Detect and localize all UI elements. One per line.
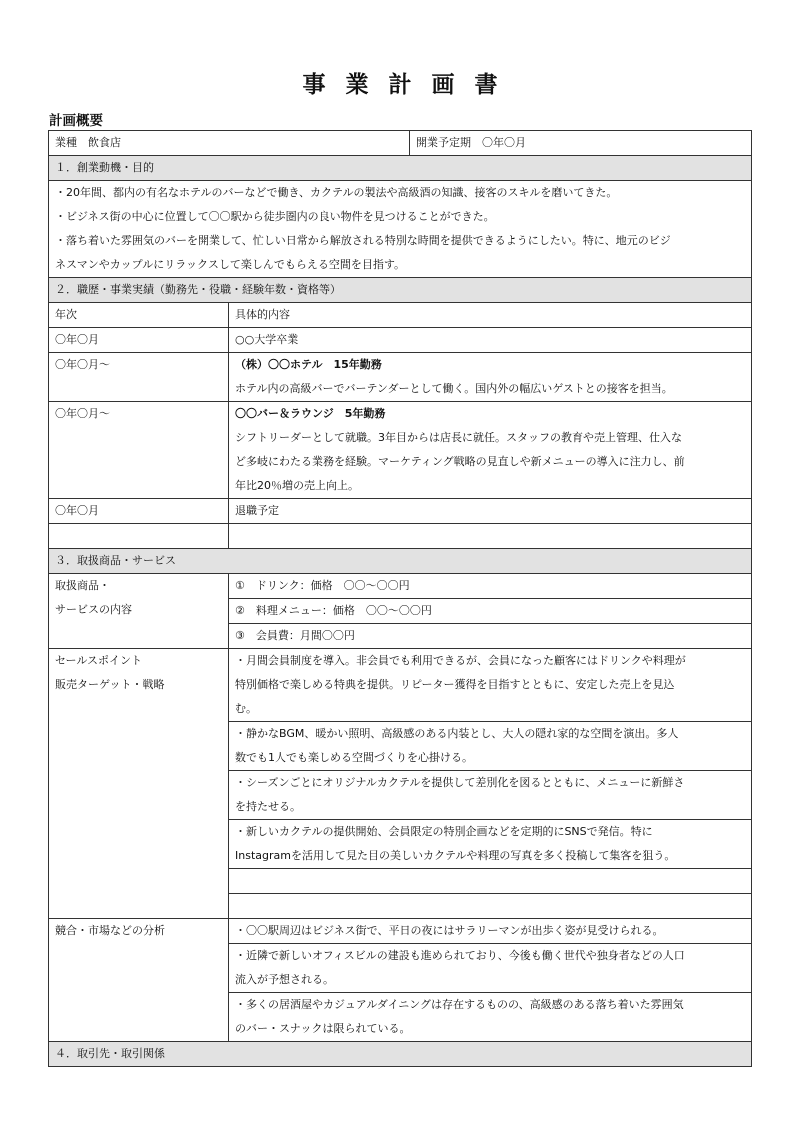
career-detail: 〇〇バー＆ラウンジ 5年勤務 [235,407,386,420]
document-title: 事業計画書 [302,72,518,98]
sales-label: セールスポイント [55,654,143,667]
section-heading: 計画概要 [49,113,103,129]
market-point: ・〇〇駅周辺はビジネス街で、平日の夜にはサラリーマンが出歩く姿が見受けられる。 [235,924,664,937]
sales-point: ・月間会員制度を導入。非会員でも利用できるが、会員になった顧客にはドリンクや料理が [235,654,686,667]
motive-line: ・ビジネス街の中心に位置して〇〇駅から徒歩圏内の良い物件を見つけることができた。 [55,210,495,223]
career-row [49,353,752,402]
career-year: 〇年〇月～ [55,407,110,420]
sales-point: 特別価格で楽しめる特典を提供。リピーター獲得を目指すとともに、安定した売上を見込 [235,678,675,691]
sales-point: を持たせる。 [235,800,301,813]
product-item: ② 料理メニュー：価格 〇〇～〇〇円 [235,604,432,617]
sales-row [49,649,752,722]
career-year: 〇年〇月 [55,333,99,346]
section-1-heading: １．創業動機・目的 [49,156,752,181]
career-detail: ホテル内の高級バーでバーテンダーとして働く。国内外の幅広いゲストとの接客を担当。 [235,382,673,395]
sales-point: ・新しいカクテルの提供開始、会員限定の特別企画などを定期的にSNSで発信。特に [235,825,653,838]
products-label: サービスの内容 [55,603,132,616]
opening-cell [410,131,752,156]
motive-line: ネスマンやカップルにリラックスして楽しんでもらえる空間を目指す。 [55,258,406,271]
business-plan-table [48,130,752,1067]
career-row [49,402,752,499]
sales-label: 販売ターゲット・戦略 [55,678,165,691]
product-item: ③ 会員費：月間〇〇円 [235,629,355,642]
career-header-row [49,303,752,328]
market-row [49,919,752,944]
section-3-heading: ３．取扱商品・サービス [49,549,752,574]
sales-point: ・静かなBGM、暖かい照明、高級感のある内装とし、大人の隠れ家的な空間を演出。多人 [235,727,679,740]
career-detail: （株）〇〇ホテル 15年勤務 [235,358,382,371]
opening-label: 開業予定期 [416,136,471,149]
career-row [49,328,752,353]
overview-row [49,131,752,156]
section-2-heading: ２．職歴・事業実績（勤務先・役職・経験年数・資格等） [49,278,752,303]
career-detail: シフトリーダーとして就職。3年目からは店長に就任。スタッフの教育や売上管理、仕入な [235,431,682,444]
opening-value: 〇年〇月 [482,136,526,149]
sales-point: 数でも1人でも楽しめる空間づくりを心掛ける。 [235,751,473,764]
career-year: 〇年〇月 [55,504,99,517]
col-year-header: 年次 [55,308,77,321]
career-row [49,499,752,524]
career-empty-row [49,524,752,549]
career-detail: 年比20％増の売上向上。 [235,479,359,492]
sales-point: ・シーズンごとにオリジナルカクテルを提供して差別化を図るとともに、メニューに新鮮さ [235,776,685,789]
sales-point: Instagramを活用して見た目の美しいカクテルや料理の写真を多く投稿して集客を狙う。 [235,849,676,862]
industry-cell [49,131,410,156]
market-point: のバー・スナックは限られている。 [235,1022,411,1035]
career-detail: ○○大学卒業 [235,333,299,346]
section-1-body [49,181,752,278]
career-detail: ど多岐にわたる業務を経験。マーケティング戦略の見直しや新メニューの導入に注力し、前 [235,455,685,468]
market-point: 流入が予想される。 [235,973,334,986]
section-4-heading: ４．取引先・取引関係 [49,1042,752,1067]
market-point: ・多くの居酒屋やカジュアルダイニングは存在するものの、高級感のある落ち着いた雰囲気 [235,998,684,1011]
market-point: ・近隣で新しいオフィスビルの建設も進められており、今後も働く世代や独身者などの人口 [235,949,685,962]
product-row [49,574,752,599]
product-item: ① ドリンク：価格 〇〇～〇〇円 [235,579,410,592]
career-year: 〇年〇月～ [55,358,110,371]
products-label: 取扱商品・ [55,579,110,592]
col-detail-header: 具体的内容 [235,308,290,321]
industry-value: 飲食店 [88,136,121,149]
sales-point: む。 [235,702,257,715]
market-label: 競合・市場などの分析 [55,924,165,937]
industry-label: 業種 [55,136,77,149]
career-detail: 退職予定 [235,504,279,517]
motive-line: ・落ち着いた雰囲気のバーを開業して、忙しい日常から解放される特別な時間を提供できるようにしたい。特に、地元のビジ [55,234,671,247]
motive-line: ・20年間、都内の有名なホテルのバーなどで働き、カクテルの製法や高級酒の知識、接客のスキルを磨いてきた。 [55,186,618,199]
